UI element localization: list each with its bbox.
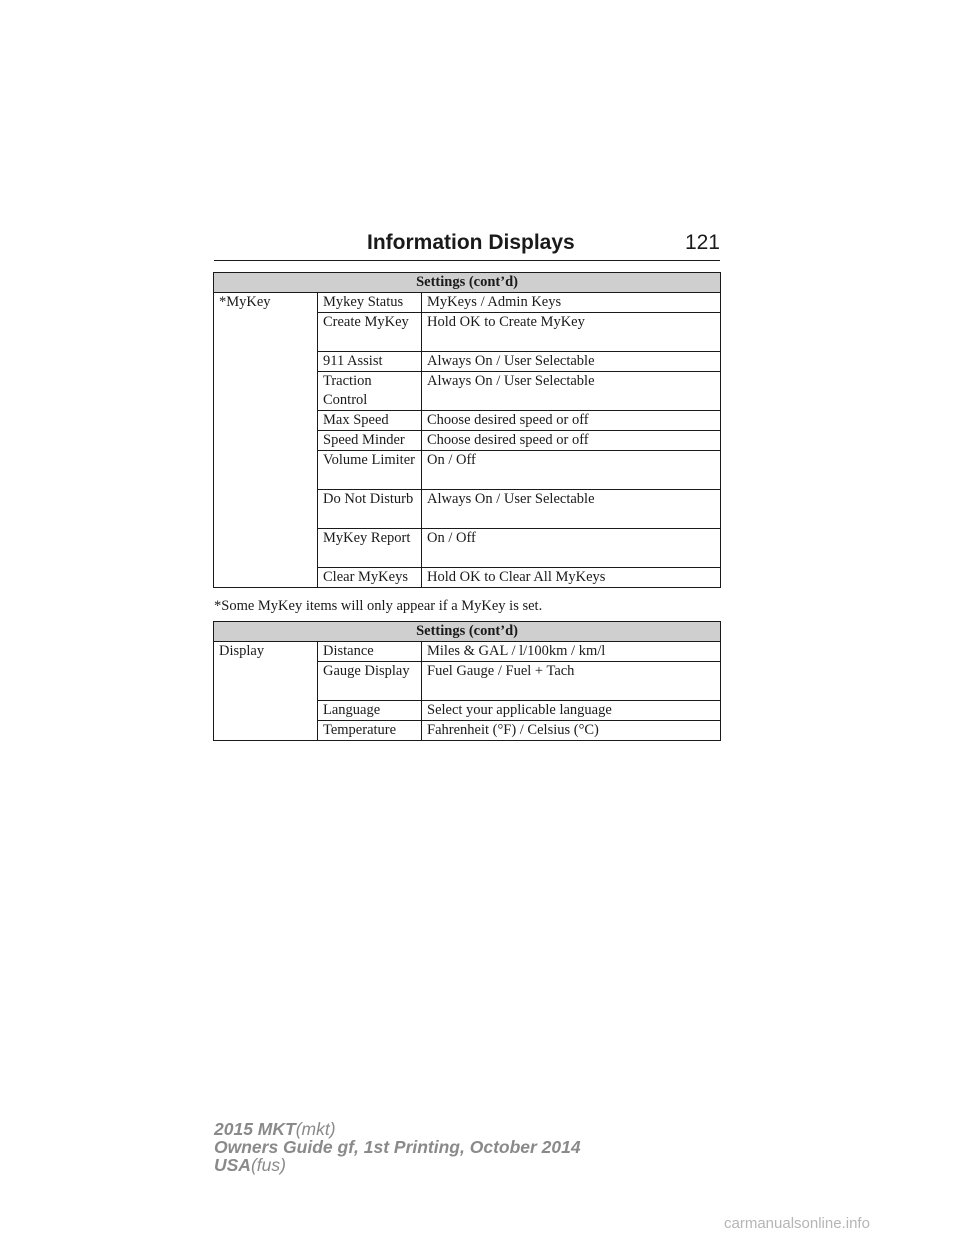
group-label: Display <box>214 642 318 741</box>
setting-name: Temperature <box>318 721 422 741</box>
print-info-footer <box>214 1120 581 1174</box>
setting-name: Gauge Display <box>318 662 422 701</box>
table-row <box>214 293 721 313</box>
page-header <box>214 228 720 258</box>
mykey-footnote: *Some MyKey items will only appear if a MyKey is set. <box>214 598 543 614</box>
group-label: *MyKey <box>214 293 318 588</box>
setting-name: Language <box>318 701 422 721</box>
setting-option: Select your applicable language <box>422 701 721 721</box>
setting-option: Fuel Gauge / Fuel + Tach <box>422 662 721 701</box>
model-name: 2015 MKT <box>214 1119 296 1139</box>
display-settings-table <box>213 621 721 741</box>
region-code: (fus) <box>250 1155 286 1175</box>
setting-option: Always On / User Selectable <box>422 490 721 529</box>
setting-option: Fahrenheit (°F) / Celsius (°C) <box>422 721 721 741</box>
setting-name: 911 Assist <box>318 352 422 372</box>
setting-name: MyKey Report <box>318 529 422 568</box>
region-name: USA <box>214 1155 251 1175</box>
footer-line-region <box>214 1156 581 1174</box>
section-title: Information Displays <box>367 231 575 254</box>
setting-name: Do Not Disturb <box>318 490 422 529</box>
setting-option: Miles & GAL / l/100km / km/l <box>422 642 721 662</box>
setting-option: Always On / User Selectable <box>422 352 721 372</box>
setting-name: Distance <box>318 642 422 662</box>
setting-option: Choose desired speed or off <box>422 411 721 431</box>
table-caption: Settings (cont’d) <box>214 273 721 293</box>
setting-option: Choose desired speed or off <box>422 431 721 451</box>
page-number: 121 <box>684 231 720 254</box>
setting-name: Mykey Status <box>318 293 422 313</box>
setting-name: Volume Limiter <box>318 451 422 490</box>
setting-name: Create MyKey <box>318 313 422 352</box>
setting-name: Clear MyKeys <box>318 568 422 588</box>
setting-name: Traction Control <box>318 372 422 411</box>
mykey-settings-table <box>213 272 721 588</box>
table-row <box>214 642 721 662</box>
setting-option: On / Off <box>422 529 721 568</box>
site-watermark: carmanualsonline.info <box>724 1215 870 1232</box>
setting-option: Hold OK to Clear All MyKeys <box>422 568 721 588</box>
setting-option: On / Off <box>422 451 721 490</box>
header-divider <box>214 260 720 261</box>
setting-option: Always On / User Selectable <box>422 372 721 411</box>
setting-name: Speed Minder <box>318 431 422 451</box>
footer-line-model <box>214 1120 581 1138</box>
footer-line-guide: Owners Guide gf, 1st Printing, October 2014 <box>214 1137 581 1157</box>
setting-name: Max Speed <box>318 411 422 431</box>
setting-option: Hold OK to Create MyKey <box>422 313 721 352</box>
model-code: (mkt) <box>295 1119 336 1139</box>
setting-option: MyKeys / Admin Keys <box>422 293 721 313</box>
table-caption: Settings (cont’d) <box>214 622 721 642</box>
